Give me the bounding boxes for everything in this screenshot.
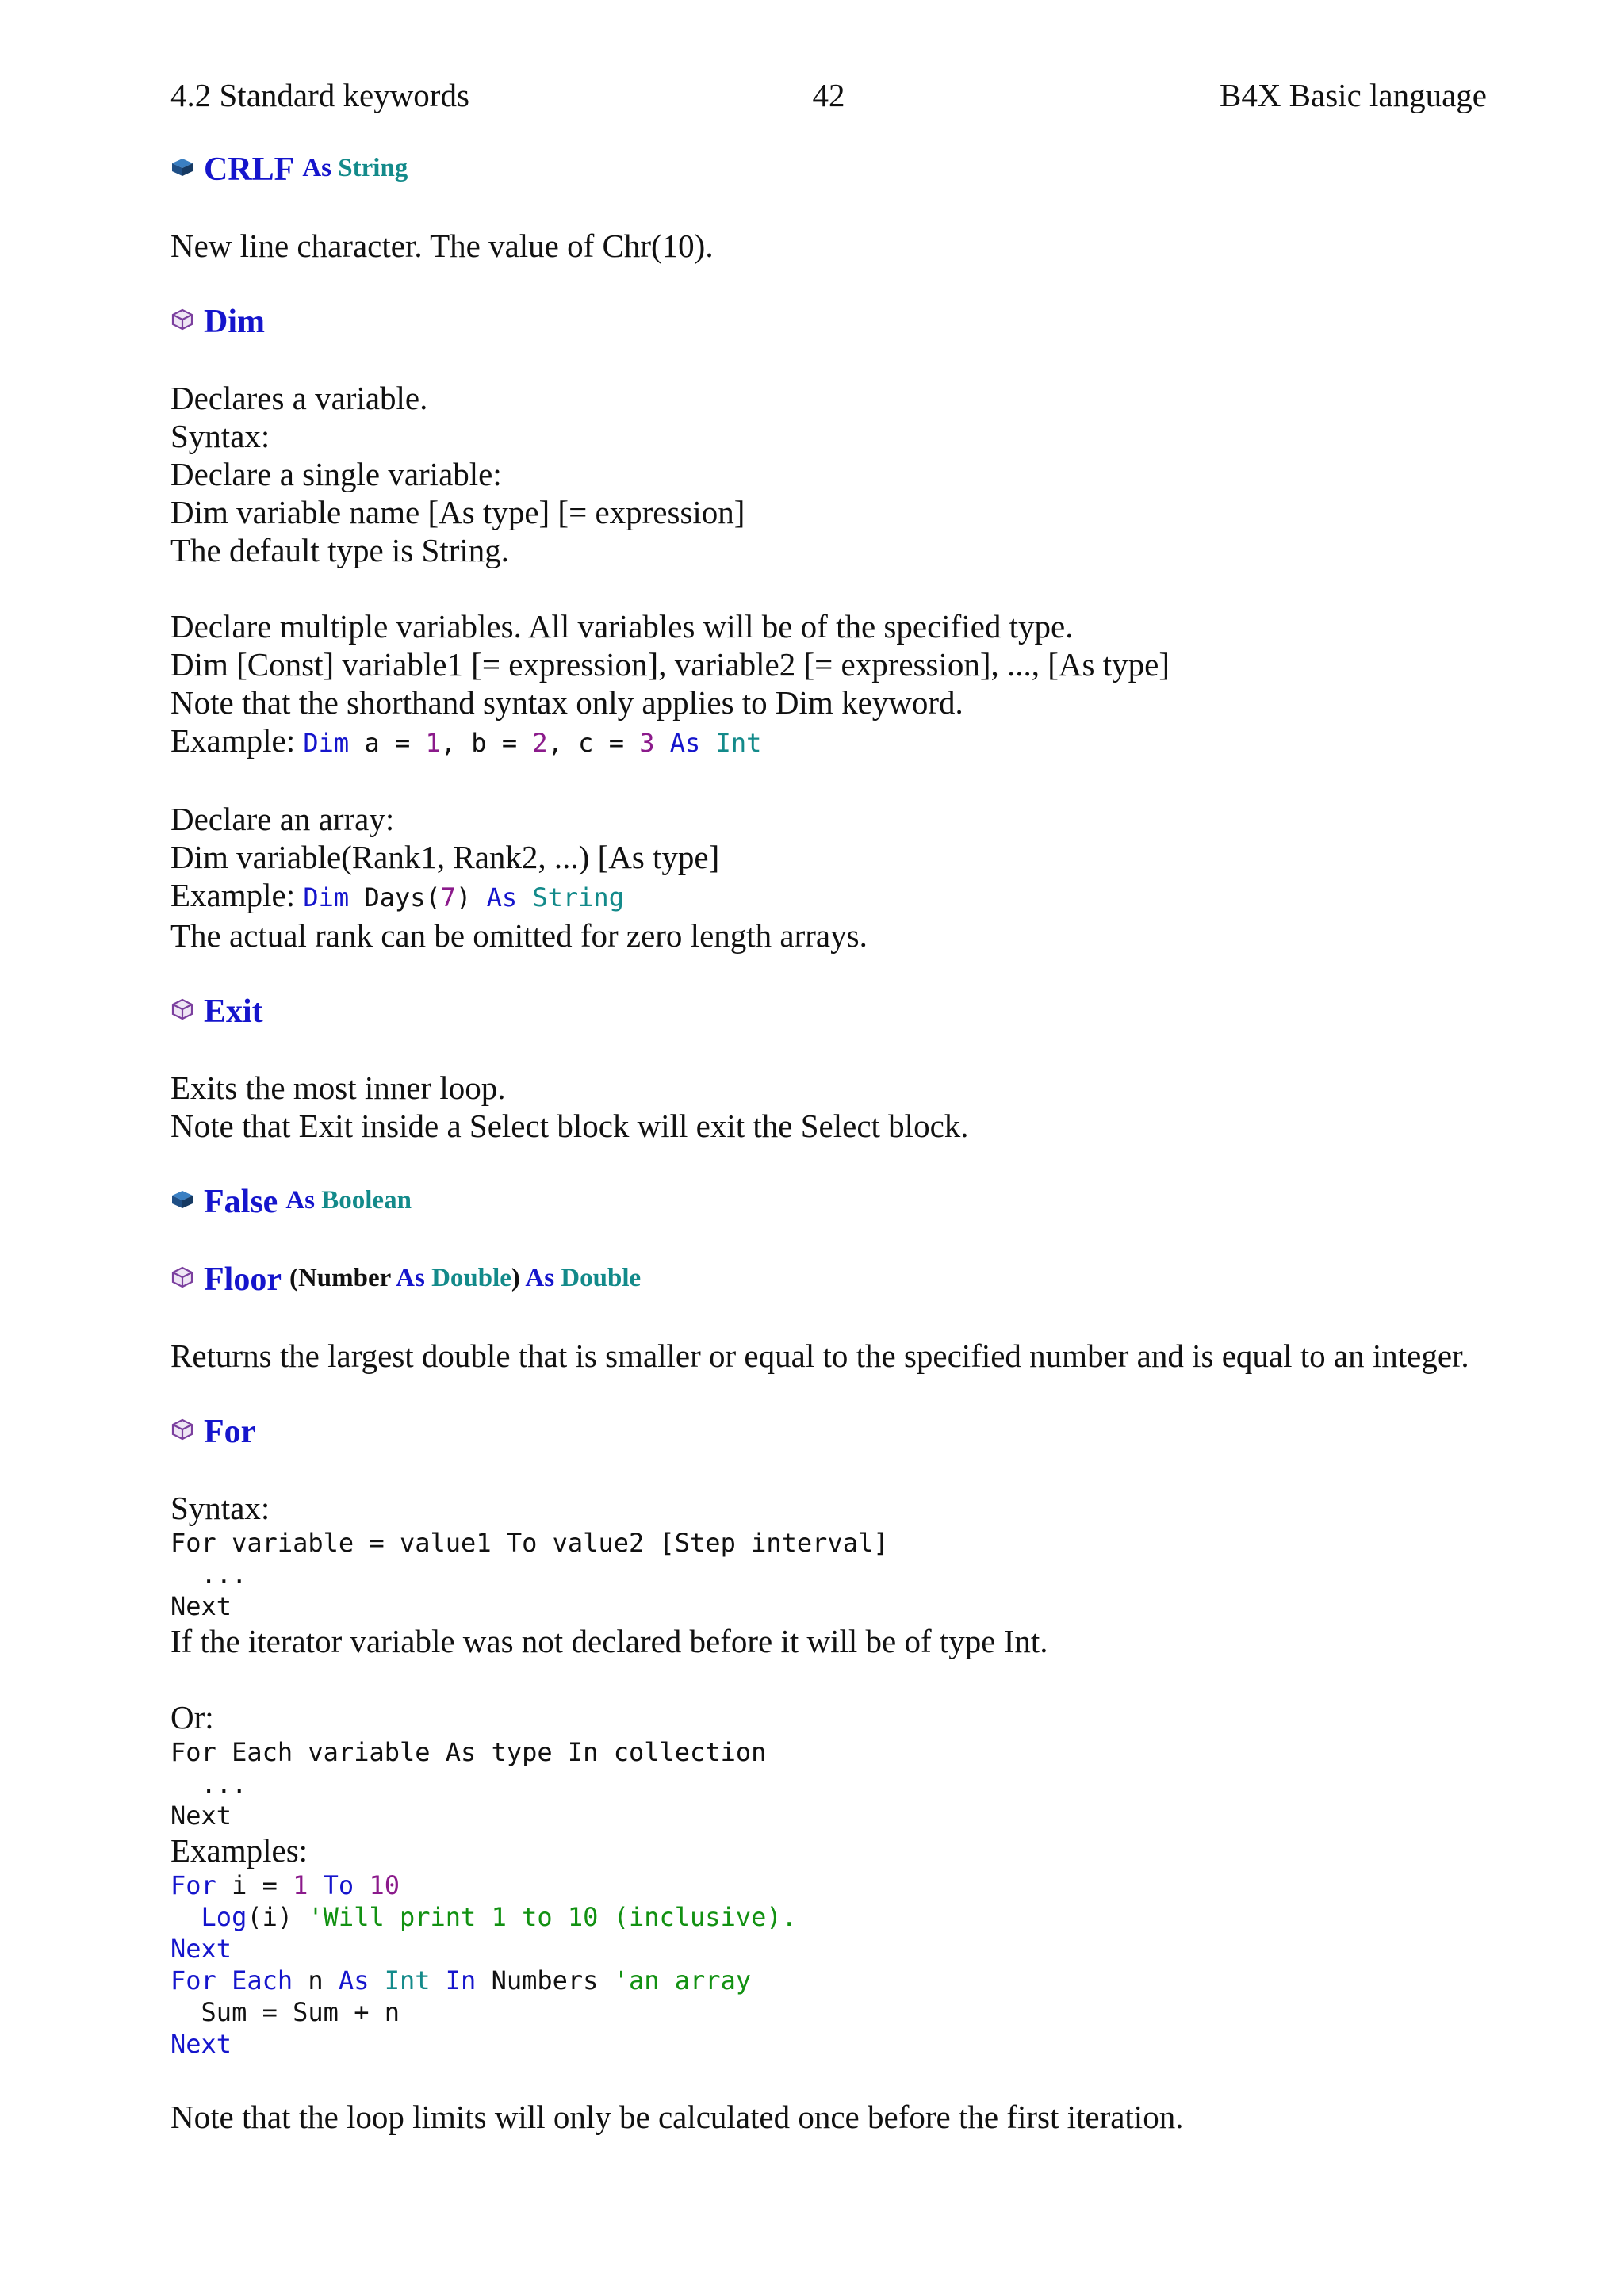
code-line: For variable = value1 To value2 [Step interval] <box>170 1528 889 1558</box>
method-icon <box>170 997 194 1021</box>
keyword-name: Floor <box>204 1261 282 1298</box>
text-line: Declares a variable. <box>170 380 428 416</box>
example-line <box>170 721 1487 762</box>
header-section-title: 4.2 Standard keywords <box>170 77 469 113</box>
keyword-heading-dim <box>170 303 1487 358</box>
constant-icon <box>170 155 194 179</box>
example-line <box>170 876 1487 916</box>
text-line: Note that Exit inside a Select block will exit the Select block. <box>170 1108 969 1144</box>
text-line: Dim variable name [As type] [= expression] <box>170 494 745 530</box>
code-line: Log(i) 'Will print 1 to 10 (inclusive). <box>201 1902 797 1932</box>
text-line: Dim variable(Rank1, Rank2, ...) [As type] <box>170 839 720 875</box>
code-line: Next <box>170 1800 232 1831</box>
page-content <box>170 151 1487 2136</box>
method-icon <box>170 308 194 331</box>
text-line: The actual rank can be omitted for zero length arrays. <box>170 917 868 954</box>
keyword-heading-false <box>170 1183 1487 1238</box>
keyword-heading-crlf <box>170 151 1487 206</box>
text-line: Declare a single variable: <box>170 456 502 492</box>
text-line: Note that the loop limits will only be calculated once before the first iteration. <box>170 2099 1184 2135</box>
code-line: Next <box>170 1591 232 1621</box>
constant-icon <box>170 1188 194 1211</box>
keyword-signature: (Number As Double) As Double <box>289 1264 642 1292</box>
type-name: String <box>338 154 408 182</box>
text-line: Dim [Const] variable1 [= expression], variable2 [= expression], ..., [As type] <box>170 646 1170 683</box>
text-line: Or: <box>170 1699 214 1735</box>
keyword-name: Exit <box>204 993 263 1030</box>
keyword-heading-for <box>170 1413 1487 1468</box>
inline-code-example: Dim Days(7) As String <box>303 882 624 913</box>
text-line: If the iterator variable was not declared before it will be of type Int. <box>170 1623 1048 1659</box>
example-label: Example: <box>170 722 296 759</box>
keyword-signature <box>285 1186 412 1215</box>
text-line: Note that the shorthand syntax only applies to Dim keyword. <box>170 684 963 721</box>
crlf-description: New line character. The value of Chr(10). <box>170 228 714 264</box>
inline-code-example: Dim a = 1, b = 2, c = 3 As Int <box>303 728 762 758</box>
code-line: For Each n As Int In Numbers 'an array <box>170 1965 752 1996</box>
text-line: Examples: <box>170 1832 308 1869</box>
header-page-number: 42 <box>812 77 845 113</box>
method-icon <box>170 1265 194 1289</box>
keyword-name: False <box>204 1184 278 1220</box>
keyword-name: For <box>204 1414 256 1450</box>
keyword-name: CRLF <box>204 151 295 188</box>
keyword-signature <box>302 154 408 183</box>
keyword-heading-exit <box>170 993 1487 1048</box>
text-line: Declare an array: <box>170 801 395 837</box>
method-icon <box>170 1418 194 1441</box>
keyword-name: Dim <box>204 304 265 340</box>
code-line: For Each variable As type In collection <box>170 1737 767 1767</box>
text-line: The default type is String. <box>170 532 509 568</box>
floor-description: Returns the largest double that is smaller or equal to the specified number and is equal to an integer. <box>170 1337 1469 1374</box>
code-line: ... <box>170 1769 247 1799</box>
code-line: For i = 1 To 10 <box>170 1870 400 1900</box>
as-keyword: As <box>302 154 332 182</box>
keyword-heading-floor <box>170 1261 1487 1316</box>
code-line: Next <box>170 2029 232 2059</box>
header-book-title: B4X Basic language <box>1219 77 1487 113</box>
code-line: Sum = Sum + n <box>170 1997 400 2027</box>
as-keyword: As <box>285 1186 315 1215</box>
text-line: Syntax: <box>170 1490 270 1526</box>
text-line: Exits the most inner loop. <box>170 1070 506 1106</box>
page-header <box>170 76 1487 121</box>
example-label: Example: <box>170 877 296 913</box>
code-line: Next <box>170 1934 232 1964</box>
type-name: Boolean <box>321 1186 412 1215</box>
text-line: Declare multiple variables. All variables will be of the specified type. <box>170 608 1074 645</box>
text-line: Syntax: <box>170 418 270 454</box>
code-line: ... <box>170 1559 247 1590</box>
